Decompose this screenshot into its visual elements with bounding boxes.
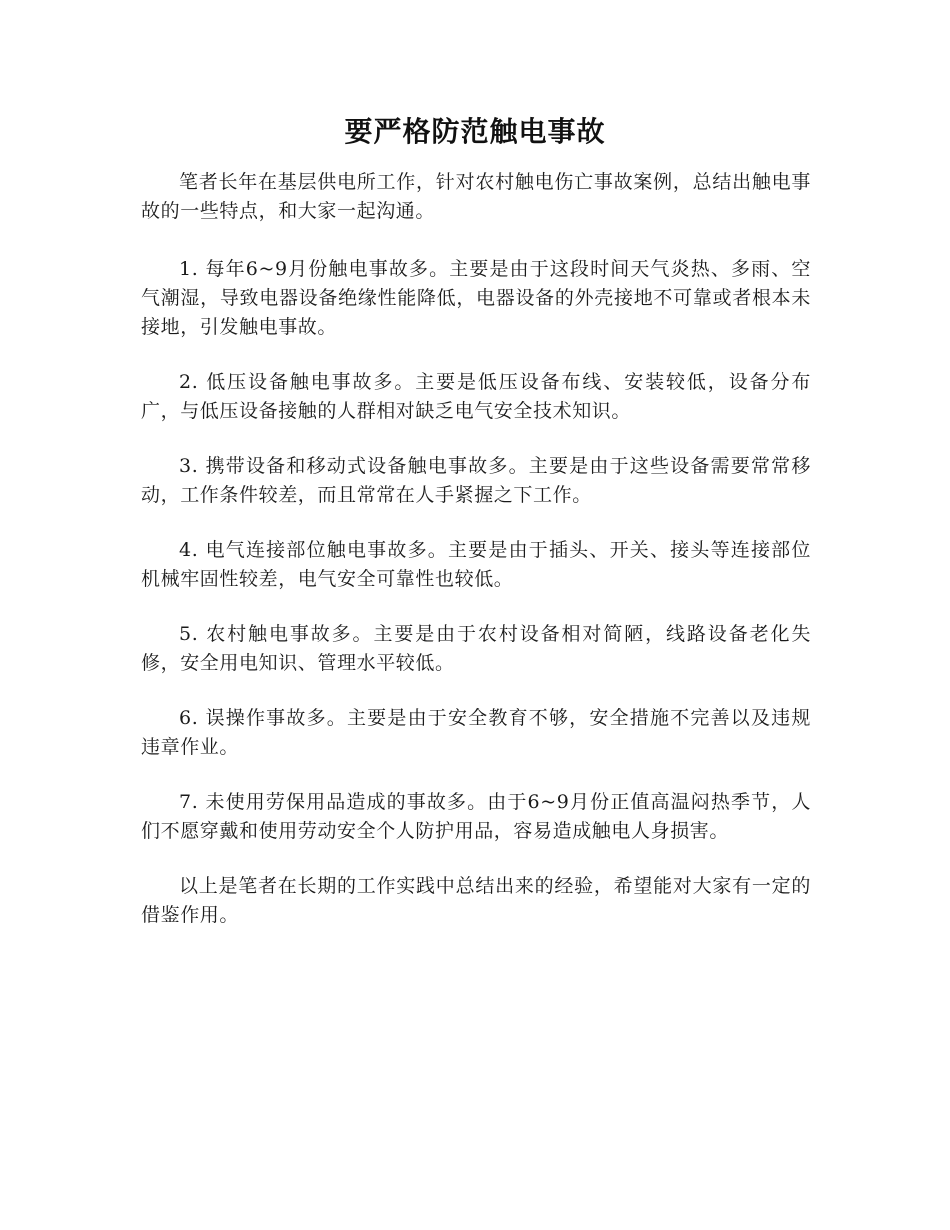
document-body bbox=[141, 168, 811, 956]
list-item: 3. 携带设备和移动式设备触电事故多。主要是由于这些设备需要常常移动，工作条件较差，而且常常在人手紧握之下工作。 bbox=[141, 455, 811, 506]
document-title: 要严格防范触电事故 bbox=[344, 115, 606, 148]
list-item: 2. 低压设备触电事故多。主要是低压设备布线、安装较低，设备分布广，与低压设备接触的人群相对缺乏电气安全技术知识。 bbox=[141, 371, 811, 422]
list-item: 4. 电气连接部位触电事故多。主要是由于插头、开关、接头等连接部位机械牢固性较差，电气安全可靠性也较低。 bbox=[141, 539, 811, 590]
list-item: 5. 农村触电事故多。主要是由于农村设备相对简陋，线路设备老化失修，安全用电知识、管理水平较低。 bbox=[141, 623, 811, 674]
list-item: 1. 每年6~9月份触电事故多。主要是由于这段时间天气炎热、多雨、空气潮湿，导致电器设备绝缘性能降低，电器设备的外壳接地不可靠或者根本未接地，引发触电事故。 bbox=[141, 258, 811, 338]
list-item: 7. 未使用劳保用品造成的事故多。由于6~9月份正值高温闷热季节，人们不愿穿戴和使用劳动安全个人防护用品，容易造成触电人身损害。 bbox=[141, 791, 811, 842]
list-item: 6. 误操作事故多。主要是由于安全教育不够，安全措施不完善以及违规违章作业。 bbox=[141, 707, 811, 758]
conclusion-paragraph: 以上是笔者在长期的工作实践中总结出来的经验，希望能对大家有一定的借鉴作用。 bbox=[141, 875, 811, 926]
intro-paragraph: 笔者长年在基层供电所工作，针对农村触电伤亡事故案例，总结出触电事故的一些特点，和大家一起沟通。 bbox=[141, 171, 811, 222]
